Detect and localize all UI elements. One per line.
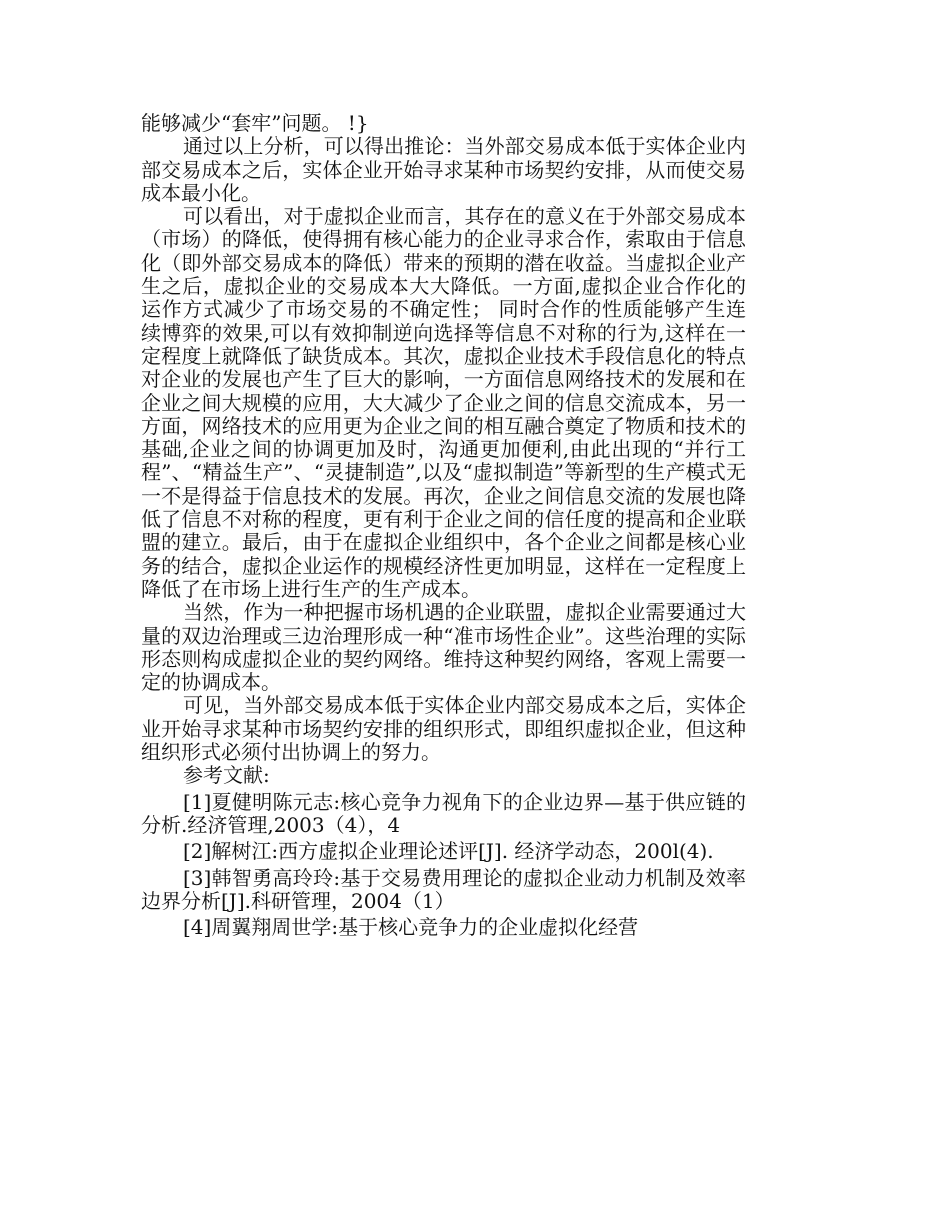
reference-item: [3]韩智勇高玲玲:基于交易费用理论的虚拟企业动力机制及效率边界分析[J].科研管理，2004（1） — [141, 865, 746, 913]
document-body — [141, 112, 746, 939]
reference-item: [1]夏健明陈元志:核心竞争力视角下的企业边界—基于供应链的分析.经济管理,2003（4），4 — [141, 789, 746, 837]
paragraph-virtual-enterprise-analysis: 可以看出，对于虚拟企业而言，其存在的意义在于外部交易成本（市场）的降低，使得拥有核心能力的企业寻求合作，索取由于信息化（即外部交易成本的降低）带来的预期的潜在收益。当虚拟企业产生之后，虚拟企业的交易成本大大降低。一方面,虚拟企业合作化的运作方式减少了市场交易的不确定性； 同时合作的性质能够产生连续博弈的效果,可以有效抑制逆向选择等信息不对称的行为,这样在一定程度上就降低了缺货成本。其次，虚拟企业技术手段信息化的特点对企业的发展也产生了巨大的影响，一方面信息网络技术的发展和在企业之间大规模的应用，大大减少了企业之间的信息交流成本，另一方面，网络技术的应用更为企业之间的相互融合奠定了物质和技术的基础,企业之间的协调更加及时，沟通更加便利,由此出现的“并行工程”、“精益生产”、“灵捷制造”,以及“虚拟制造”等新型的生产模式无一不是得益于信息技术的发展。再次，企业之间信息交流的发展也降低了信息不对称的程度，更有利于企业之间的信任度的提高和企业联盟的建立。最后，由于在虚拟企业组织中，各个企业之间都是核心业务的结合，虚拟企业运作的规模经济性更加明显，这样在一定程度上降低了在市场上进行生产的生产成本。 — [141, 204, 746, 601]
reference-item: [2]解树江:西方虚拟企业理论述评[J]. 经济学动态，200l(4). — [183, 839, 714, 864]
paragraph-enterprise-alliance: 当然，作为一种把握市场机遇的企业联盟，虚拟企业需要通过大量的双边治理或三边治理形成一种“准市场性企业”。这些治理的实际形态则构成虚拟企业的契约网络。维持这种契约网络，客观上需要一定的协调成本。 — [141, 600, 746, 695]
references-title: 参考文献: — [183, 763, 270, 788]
paragraph-inference: 通过以上分析，可以得出推论：当外部交易成本低于实体企业内部交易成本之后，实体企业开始寻求某种市场契约安排，从而使交易成本最小化。 — [141, 134, 746, 205]
paragraph-conclusion: 可见，当外部交易成本低于实体企业内部交易成本之后，实体企业开始寻求某种市场契约安排的组织形式，即组织虚拟企业，但这种组织形式必须付出协调上的努力。 — [141, 693, 746, 765]
reference-item: [4]周翼翔周世学:基于核心竞争力的企业虚拟化经营 — [183, 915, 639, 940]
paragraph-continuation: 能够减少“套牢”问题。 !} — [141, 111, 369, 135]
